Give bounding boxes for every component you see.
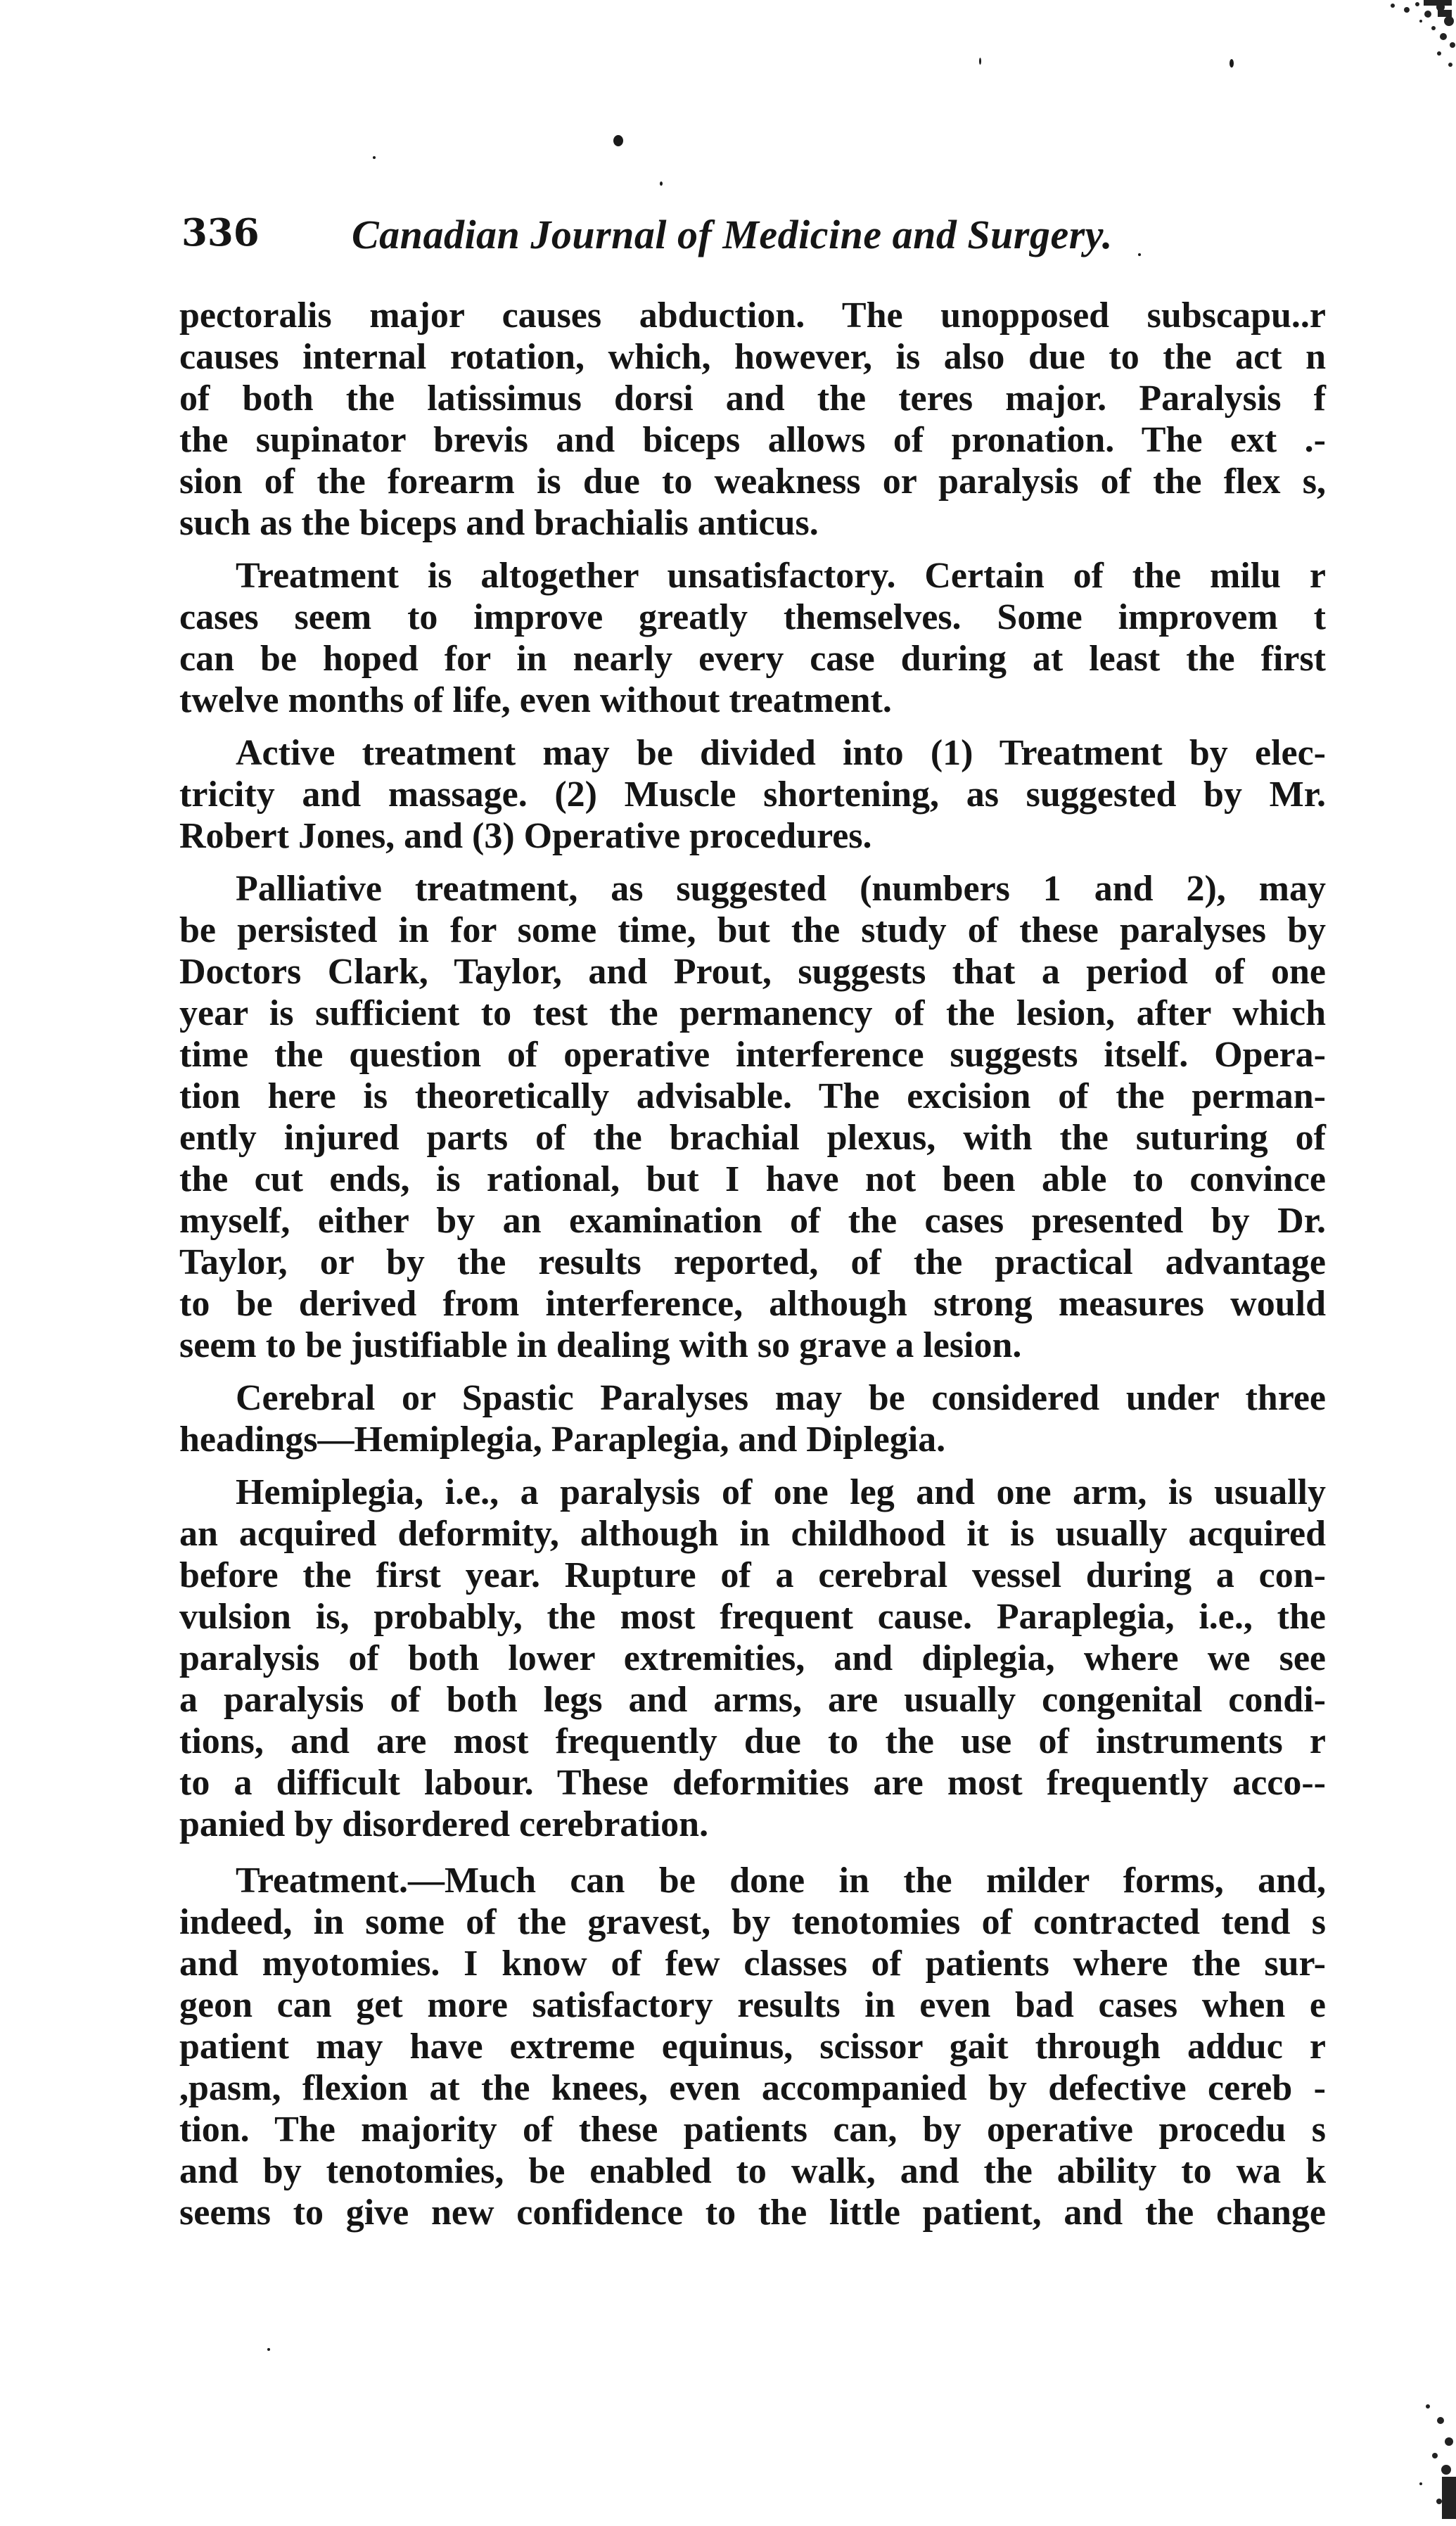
text-line: pectoralis major causes abduction. The unopposed subscapu..r bbox=[179, 295, 1326, 336]
text-line: and myotomies. I know of few classes of patients where the sur- bbox=[179, 1944, 1326, 1984]
text-line: can be hoped for in nearly every case during at least the first bbox=[179, 639, 1326, 679]
running-title: Canadian Journal of Medicine and Surgery. bbox=[352, 212, 1113, 257]
text-line: the supinator brevis and biceps allows of pronation. The ext .- bbox=[179, 420, 1326, 460]
text-line: tion. The majority of these patients can, by operative procedu s bbox=[179, 2110, 1326, 2150]
text-line: panied by disordered cerebration. bbox=[179, 1804, 709, 1844]
text-line: patient may have extreme equinus, scissor gait through adduc r bbox=[179, 2027, 1326, 2067]
text-line: Treatment is altogether unsatisfactory. Certain of the milu r bbox=[236, 556, 1326, 596]
text-line: an acquired deformity, although in childhood it is usually acquired bbox=[179, 1514, 1326, 1554]
text-line: seems to give new confidence to the little patient, and the change bbox=[179, 2193, 1326, 2233]
page-number: 336 bbox=[181, 211, 260, 255]
text-line: year is sufficient to test the permanency of the lesion, after which bbox=[179, 993, 1326, 1033]
text-line: the cut ends, is rational, but I have not been able to convince bbox=[179, 1159, 1326, 1199]
text-line: ently injured parts of the brachial plexus, with the suturing of bbox=[179, 1118, 1326, 1158]
text-line: geon can get more satisfactory results in even bad cases when e bbox=[179, 1985, 1326, 2025]
text-line: cases seem to improve greatly themselves. Some improvem t bbox=[179, 597, 1326, 637]
text-line: seem to be justifiable in dealing with so grave a lesion. bbox=[179, 1325, 1022, 1365]
text-line: ,pasm, flexion at the knees, even accompanied by defective cereb - bbox=[179, 2068, 1326, 2108]
text-line: causes internal rotation, which, however, is also due to the act n bbox=[179, 337, 1326, 377]
text-line: Taylor, or by the results reported, of the practical advantage bbox=[179, 1242, 1326, 1282]
text-line: be persisted in for some time, but the study of these paralyses by bbox=[179, 910, 1326, 950]
text-line: Active treatment may be divided into (1) Treatment by elec- bbox=[236, 733, 1326, 773]
text-line: Doctors Clark, Taylor, and Prout, suggests that a period of one bbox=[179, 952, 1326, 992]
text-line: Cerebral or Spastic Paralyses may be considered under three bbox=[236, 1378, 1326, 1418]
text-line: twelve months of life, even without treatment. bbox=[179, 680, 892, 720]
text-line: sion of the forearm is due to weakness or paralysis of the flex s, bbox=[179, 461, 1326, 502]
text-line: time the question of operative interference suggests itself. Opera- bbox=[179, 1035, 1326, 1075]
text-line: tricity and massage. (2) Muscle shortening, as suggested by Mr. bbox=[179, 774, 1326, 815]
text-line: to be derived from interference, although strong measures would bbox=[179, 1284, 1326, 1324]
text-line: vulsion is, probably, the most frequent cause. Paraplegia, i.e., the bbox=[179, 1597, 1326, 1637]
text-line: indeed, in some of the gravest, by tenotomies of contracted tend s bbox=[179, 1902, 1326, 1942]
text-line: before the first year. Rupture of a cerebral vessel during a con- bbox=[179, 1555, 1326, 1595]
text-line: Palliative treatment, as suggested (numbers 1 and 2), may bbox=[236, 869, 1326, 909]
text-line: paralysis of both lower extremities, and diplegia, where we see bbox=[179, 1638, 1326, 1678]
text-line: myself, either by an examination of the cases presented by Dr. bbox=[179, 1201, 1326, 1241]
text-line: Hemiplegia, i.e., a paralysis of one leg and one arm, is usually bbox=[236, 1472, 1326, 1512]
text-line: a paralysis of both legs and arms, are usually congenital condi- bbox=[179, 1680, 1326, 1720]
text-line: Treatment.—Much can be done in the milder forms, and, bbox=[236, 1861, 1326, 1901]
text-line: Robert Jones, and (3) Operative procedures. bbox=[179, 816, 872, 856]
text-line: such as the biceps and brachialis anticus. bbox=[179, 503, 819, 543]
text-line: to a difficult labour. These deformities are most frequently acco-- bbox=[179, 1763, 1326, 1803]
text-line: tion here is theoretically advisable. The excision of the perman- bbox=[179, 1076, 1326, 1116]
text-line: and by tenotomies, be enabled to walk, and the ability to wa k bbox=[179, 2151, 1326, 2191]
text-line: of both the latissimus dorsi and the teres major. Paralysis f bbox=[179, 378, 1326, 419]
text-line: headings—Hemiplegia, Paraplegia, and Diplegia. bbox=[179, 1420, 946, 1460]
text-line: tions, and are most frequently due to the use of instruments r bbox=[179, 1721, 1326, 1761]
